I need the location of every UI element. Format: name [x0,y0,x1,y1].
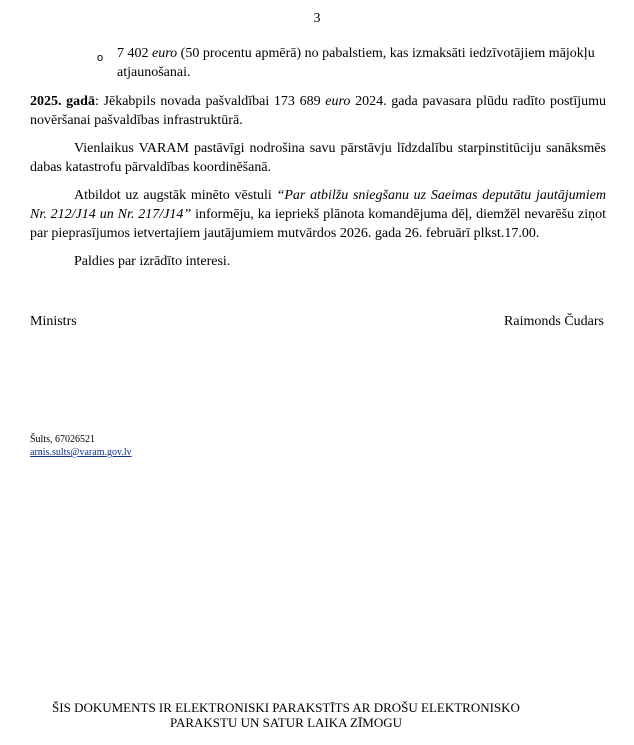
contact-block [30,433,132,459]
contact-line: Šults, 67026521 [30,434,96,445]
paragraph-2025-part2: 2024. gada pavasara plūdu radīto postījumu novēršanai pašvaldības infrastruktūrā. [30,94,606,128]
bullet-text-part1: 7 402 [117,46,152,61]
paragraph-2025-part1: : Jēkabpils novada pašvaldībai 173 689 [94,94,326,109]
letter-title-quote: “Par atbilžu sniegšanu uz Saeimas deputātu jautājumiem Nr. 212/J14 un Nr. 217/J14” [30,188,606,222]
year-label: 2025. gadā [30,94,95,109]
bullet-marker: o [97,52,104,64]
paragraph-answer-part2: informēju, ka iepriekš plānota komandējuma dēļ, diemžēl nevarēšu ziņot par pieprasījumos ietvertajiem jautājumiem mutvārdos 2026. gada 26. februārī plkst.17.00. [30,207,607,241]
paragraph-varam: Vienlaikus VARAM pastāvīgi nodrošina savu pārstāvju līdzdalību starpinstitūciju sanāksmēs dabas katastrofu pārvaldības koordinēšanā. [30,141,606,175]
contact-email-link[interactable]: arnis.sults@varam.gov.lv [30,447,132,458]
paragraph-2025-euro: euro [325,94,351,109]
bullet-euro: euro [152,46,178,61]
paragraph-answer [30,186,606,243]
footer-line-1: ŠIS DOKUMENTS IR ELEKTRONISKI PARAKSTĪTS AR DROŠU ELEKTRONISKO [52,700,520,715]
signature-position: Ministrs [30,314,77,329]
bullet-text-part2: (50 procentu apmērā) no pabalstiem, kas izmaksāti iedzīvotājiem mājokļu atjaunošanai. [117,46,595,80]
signature-name: Raimonds Čudars [504,314,604,329]
paragraph-2025 [30,92,606,130]
paragraph-answer-part1: Atbildot uz augstāk minēto vēstuli [74,188,277,203]
footer-line-2: PARAKSTU UN SATUR LAIKA ZĪMOGU [169,715,403,730]
bullet-text [117,44,605,82]
page-number: 3 [313,11,321,26]
paragraph-thanks: Paldies par izrādīto interesi. [74,254,231,269]
e-signature-notice [0,700,572,730]
